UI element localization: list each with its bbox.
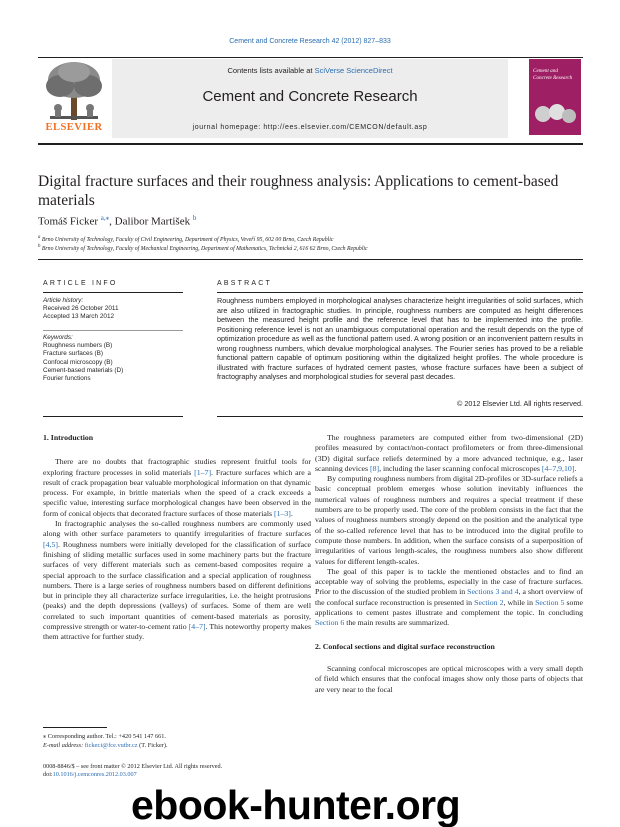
elsevier-tree-logo-icon (40, 58, 108, 132)
homepage-label: journal homepage: (192, 124, 264, 131)
keyword-item: Cement-based materials (D) (43, 366, 124, 374)
journal-name: Cement and Concrete Research (202, 88, 418, 105)
body-paragraph: Scanning confocal microscopes are optical microscopes with a very small depth of field which ensures that the confocal images show only those parts of objects that are very near to the focal (315, 663, 583, 694)
doi-link[interactable]: 10.1016/j.cemconres.2012.03.007 (52, 771, 137, 778)
citation-link[interactable]: [8] (370, 463, 380, 473)
body-paragraph: There are no doubts that fractographic studies represent fruitful tools for exploring fracture processes in solid materials [1–7]. Fracture surfaces which are a result of crack propagation bear valuable morphological information on that dynamic process. For example, in brittle materials when the speed of a crack exceeds a specific value, interesting surface morphological changes have been observed in the form of conical objects that decorated fracture surfaces of those materials [1–3]. (43, 457, 312, 518)
keyword-item: Roughness numbers (B) (43, 342, 113, 350)
author-affil-marker[interactable]: a,⁎ (100, 214, 110, 222)
footnote-rule (43, 727, 107, 728)
article-info-divider (43, 330, 183, 331)
body-paragraph: The roughness parameters are computed either from two-dimensional (2D) profiles measured by contact/non-contact profilometers or from three-dimensional (3D) digital surface reliefs determined by a more advanced technique, e.g., laser scanning devices [8], including the laser scanning confocal microscopes [4–7,9,10]. (315, 433, 583, 473)
citation-link[interactable]: [4,5] (43, 539, 58, 549)
cover-image-icon (533, 99, 577, 129)
section-link[interactable]: Section 2 (474, 597, 504, 607)
section-link[interactable]: Section 5 (535, 597, 565, 607)
sciencedirect-link[interactable]: SciVerse ScienceDirect (314, 66, 393, 75)
header-top-rule (38, 57, 583, 58)
email-label: E-mail address: (43, 741, 85, 749)
body-paragraph: In fractographic analyses the so-called roughness numbers are commonly used along with other surface parameters to quantify irregularities of fracture surfaces [4,5]. Roughness numbers were initially developed for the classification of surface finishing of sliding metallic surfaces used in some machinery parts but the fracture surfaces of very different materials such as cement-based composites require a special approach to the surface classification and a special application of roughness numbers. There is a large series of roughness numbers based on different definitions but in principle they all characterize surface irregularities, i.e. the height protrusions (peaks) and the depth depressions (valleys) of surfaces. Some of them are well correlated to such important quantities of cement-based materials as porosity, compressive strength or water-to-cement ratio [4–7]. This noteworthy property makes them attractive for further study. (43, 519, 311, 642)
history-label: Article history: (43, 297, 84, 304)
cover-title: Cement and Concrete Research (533, 68, 573, 81)
accepted-date: Accepted 13 March 2012 (43, 313, 115, 321)
watermark-text: ebook-hunter.org (131, 782, 461, 827)
citation-link[interactable]: [4–7] (188, 622, 206, 632)
authors-line: Tomáš Ficker $^{a,⁎}$, Dalibor Martišek $^b$ (38, 214, 197, 228)
contents-prefix: Contents lists available at (227, 66, 315, 75)
keyword-item: Fourier functions (43, 375, 91, 383)
abstract-text: Roughness numbers employed in morphological analyses characterize height irregularities of solid surfaces, which are also utilized in fractographic studies. In principle, roughness numbers are computed as height differences between the measured height profile and the reference level that has to be implemented into the profile. Positioning reference level is not an unambiguous computational operation and the result depends on the type of optimization procedure as well as the functional pattern used. A wrong position or an inconvenient pattern results in wrong roughness numbers, which devalue morphological analyses. The Fourier series has proved to be a reliable functional pattern capable of optimum positioning within the digitalized height profiles. The whole procedure is illustrated with fracture surfaces of hydrated cement pastes, whose fracture surfaces have been a subject of fractography analyses and morphological studies for several past decades. (217, 296, 583, 381)
article-info-heading: ARTICLE INFO (43, 280, 118, 287)
email-suffix: (T. Ficker). (137, 741, 168, 749)
article-history (43, 297, 188, 322)
homepage-url-link[interactable]: http://ees.elsevier.com/CEMCON/default.asp (263, 124, 428, 131)
section-heading: 1. Introduction (43, 433, 94, 442)
affiliation-rule (38, 259, 583, 260)
corresponding-author-text: Corresponding author. Tel.: +420 541 147 661. (47, 733, 166, 740)
affiliation-text: Brno University of Technology, Faculty of Civil Engineering, Department of Physics, Veveří 95, 602 00 Brno, Czech Republic (41, 236, 334, 243)
header-bottom-rule (38, 143, 583, 145)
body-paragraph: The goal of this paper is to tackle the mentioned obstacles and to find an acceptable way of solving the problems, especially in the case of fracture surfaces. Prior to the discussion of the studied problem in Sections 3 and 4, a short overview of the confocal surface reconstruction is presented in Section 2, while in Section 5 some applications to cement pastes illustrate and complement the topic. In concluding Section 6 the main results are summarized. (315, 566, 584, 628)
journal-citation[interactable]: Cement and Concrete Research 42 (2012) 827–833 (229, 38, 391, 45)
abstract-heading: ABSTRACT (217, 280, 272, 287)
keywords-label: Keywords: (43, 334, 73, 341)
citation-link[interactable]: [1–7] (194, 467, 212, 477)
citation-link[interactable]: [1–3] (274, 508, 291, 518)
affiliation-text: Brno University of Technology, Faculty of Mechanical Engineering, Department of Mathematics, Technická 2, 616 62 Brno, Czech Republic (41, 245, 368, 252)
issn-line: 0008-8846/$ – see front matter © 2012 Elsevier Ltd. All rights reserved. (43, 763, 223, 770)
section-link[interactable]: Section 6 (315, 618, 345, 628)
publication-info (43, 763, 311, 779)
author-name[interactable]: Tomáš Ficker (38, 215, 99, 228)
article-info-bottom-rule (43, 416, 183, 417)
keywords-block (43, 334, 188, 383)
section-heading: 2. Confocal sections and digital surface reconstruction (315, 641, 495, 651)
abstract-rule (217, 292, 583, 293)
body-paragraph: By computing roughness numbers from digital 2D-profiles or 3D-surface reliefs a basic conceptual problem emerges whose solution inevitably influences the numerical values of roughness numbers and requires a special treatment if these numbers are to be properly used. The core of the problem consists in the fact that the values of roughness numbers strongly depend on the position and the analytical type of the so-called reference level that has to be introduced into the digital profile to compute those numbers. In addition, when the surface consists of a superposition of irregularities of various length-scales, the roughness numbers also show different values for different length-scales. (315, 474, 583, 566)
body-left-column (43, 433, 311, 643)
keyword-item: Confocal microscopy (B) (43, 358, 113, 366)
keyword-item: Fracture surfaces (B) (43, 350, 104, 358)
author-name[interactable]: Dalibor Martišek (114, 215, 191, 228)
contents-available-line (112, 66, 508, 75)
affiliation-marker: b (38, 244, 41, 249)
citation-link[interactable]: [4–7,9,10] (541, 463, 575, 473)
abstract-bottom-rule (217, 416, 583, 417)
affiliation-a (38, 235, 598, 243)
journal-homepage-line (112, 124, 508, 131)
journal-cover-thumbnail[interactable] (529, 59, 581, 135)
paper-title: Digital fracture surfaces and their roughness analysis: Applications to cement-based materials (38, 173, 559, 209)
doi-label: doi: (43, 771, 53, 778)
abstract-copyright: © 2012 Elsevier Ltd. All rights reserved. (457, 399, 583, 408)
affiliation-marker: a (38, 235, 41, 240)
elsevier-wordmark: ELSEVIER (45, 122, 103, 133)
affiliation-b (38, 244, 598, 252)
corresponding-author-footnote (43, 733, 311, 750)
author-affil-marker[interactable]: b (192, 214, 197, 222)
section-link[interactable]: Sections 3 and 4 (467, 587, 519, 597)
email-link[interactable]: ficker.t@fce.vutbr.cz (84, 741, 138, 749)
footnote-marker: ⁎ (43, 733, 47, 740)
received-date: Received 26 October 2011 (43, 305, 119, 313)
article-info-rule (43, 292, 183, 293)
body-right-column (315, 433, 583, 695)
